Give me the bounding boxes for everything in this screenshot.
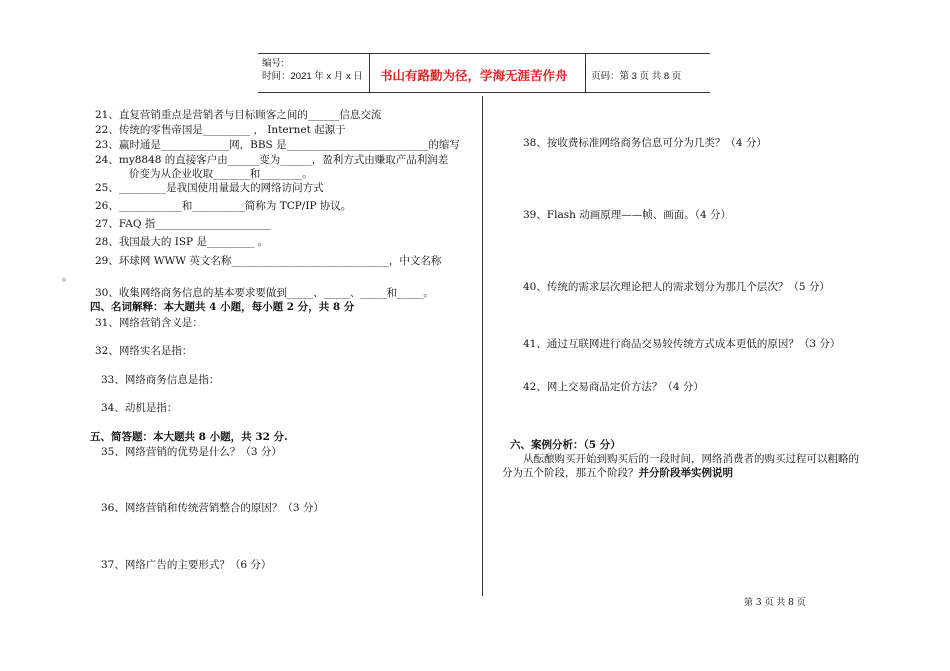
question-38: 38、按收费标准网络商务信息可分为几类？（4 分） xyxy=(523,137,767,149)
section-5-heading: 五、简答题：本大题共 8 小题，共 32 分. xyxy=(90,431,288,443)
question-24-line1: 24、my8848 的直接客户由______变为______，盈利方式由赚取产品利润差 xyxy=(95,154,449,166)
time-label: 时间：2021 年 x 月 x 日 xyxy=(262,71,363,82)
question-31: 31、网络营销含义是： xyxy=(95,317,203,329)
column-divider xyxy=(482,96,483,596)
question-36: 36、网络营销和传统营销整合的原因？（3 分） xyxy=(101,502,324,514)
case-text-line1: 从酝酿购买开始到购买后的一段时间，网络消费者的购买过程可以粗略的 xyxy=(523,453,859,465)
question-23: 23、赢时通是_____________网，BBS 是___________________________的缩写 xyxy=(95,139,460,151)
footer-page-number: 第 3 页 共 8 页 xyxy=(744,598,806,608)
question-26: 26、____________和__________简称为 TCP/IP 协议。 xyxy=(95,200,352,212)
header-divider-right xyxy=(585,53,586,92)
section-6-heading: 六、案例分析：（5 分） xyxy=(510,439,621,451)
section-4-heading: 四、名词解释：本大题共 4 小题，每小题 2 分，共 8 分 xyxy=(90,301,355,313)
question-41: 41、通过互联网进行商品交易较传统方式成本更低的原因？（3 分） xyxy=(523,338,841,350)
question-29-tail: 。 xyxy=(62,271,73,283)
question-29: 29、环球网 WWW 英文名称______________________________，中文名称 xyxy=(95,255,442,267)
question-22: 22、传统的零售帝国是_________ ， Internet 起源于 xyxy=(95,124,346,136)
serial-label: 编号: xyxy=(262,58,284,69)
question-24-line2: 价变为从企业收取_______和________。 xyxy=(129,168,313,180)
question-30: 30、收集网络商务信息的基本要求要做到_____、_____、_____和_____。 xyxy=(95,287,434,299)
question-34: 34、动机是指： xyxy=(101,402,178,414)
question-39: 39、Flash 动画原理——帧、画面。（4 分） xyxy=(523,209,732,221)
motto: 书山有路勤为径，学海无涯苦作舟 xyxy=(380,68,568,83)
question-33: 33、网络商务信息是指： xyxy=(101,374,220,386)
case-text-line2-instruction: 并分阶段举实例说明 xyxy=(638,467,733,479)
question-25: 25、_________是我国使用量最大的网络访问方式 xyxy=(95,182,324,194)
header-divider-left xyxy=(369,53,370,92)
question-40: 40、传统的需求层次理论把人的需求划分为那几个层次？（5 分） xyxy=(523,281,830,293)
header-bottom-rule xyxy=(258,92,710,93)
question-21: 21、直复营销重点是营销者与目标顾客之间的______信息交流 xyxy=(95,109,382,121)
question-28: 28、我国最大的 ISP 是_________ 。 xyxy=(95,236,269,248)
question-27: 27、FAQ 指______________________ xyxy=(95,218,271,230)
question-32: 32、网络实名是指： xyxy=(95,345,193,357)
question-42: 42、网上交易商品定价方法？（4 分） xyxy=(523,381,704,393)
header-top-rule xyxy=(258,53,710,54)
case-text-line2 xyxy=(502,465,733,480)
case-text-line2-main: 分为五个阶段，那五个阶段？ xyxy=(502,467,639,479)
question-35: 35、网络营销的优势是什么？（3 分） xyxy=(101,446,282,458)
page-label: 页码：第 3 页 共 8 页 xyxy=(591,71,682,82)
question-37: 37、网络广告的主要形式？（6 分） xyxy=(101,559,272,571)
